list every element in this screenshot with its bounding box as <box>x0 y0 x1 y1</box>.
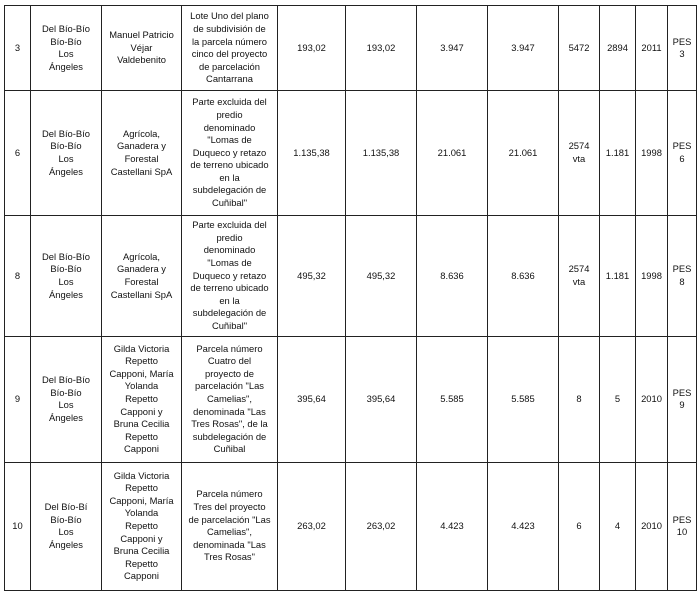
row-number: 3 <box>5 6 31 91</box>
description-cell: Parcela número Tres del proyecto de parcelación "Las Camelias", denominada "Las Tres Rosas" <box>182 462 278 590</box>
row-number: 9 <box>5 337 31 462</box>
owner-cell: Gilda Victoria Repetto Capponi, María Yolanda Repetto Capponi y Bruna Cecilia Repetto Capponi <box>102 337 182 462</box>
numero-cell: 1.181 <box>600 215 636 336</box>
year-cell: 1998 <box>636 215 668 336</box>
area-cell: 263,02 <box>278 462 346 590</box>
value-cell: 8.636 <box>488 215 559 336</box>
fojas-cell: 8 <box>559 337 600 462</box>
description-cell: Lote Uno del plano de subdivisión de la parcela número cinco del proyecto de parcelación Cantarrana <box>182 6 278 91</box>
value-cell: 4.423 <box>417 462 488 590</box>
owner-cell: Gilda Victoria Repetto Capponi, María Yolanda Repetto Capponi y Bruna Cecilia Repetto Capponi <box>102 462 182 590</box>
table-row <box>5 6 697 91</box>
numero-cell: 2894 <box>600 6 636 91</box>
property-table <box>4 5 697 591</box>
area-cell: 193,02 <box>278 6 346 91</box>
region-cell: Del Bío-Bí Bío-Bío Los Ángeles <box>31 462 102 590</box>
description-cell: Parte excluida del predio denominado "Lomas de Duqueco y retazo de terreno ubicado en la subdelegación de Cuñibal" <box>182 91 278 215</box>
code-cell: PES 3 <box>668 6 697 91</box>
value-cell: 5.585 <box>417 337 488 462</box>
table-row <box>5 91 697 215</box>
code-cell: PES 8 <box>668 215 697 336</box>
table-row <box>5 462 697 590</box>
row-number: 10 <box>5 462 31 590</box>
area-cell: 1.135,38 <box>278 91 346 215</box>
fojas-cell: 2574 vta <box>559 215 600 336</box>
value-cell: 3.947 <box>488 6 559 91</box>
fojas-cell: 6 <box>559 462 600 590</box>
code-cell: PES 9 <box>668 337 697 462</box>
row-number: 8 <box>5 215 31 336</box>
value-cell: 4.423 <box>488 462 559 590</box>
region-cell: Del Bío-Bío Bío-Bío Los Ángeles <box>31 91 102 215</box>
owner-cell: Manuel Patricio Véjar Valdebenito <box>102 6 182 91</box>
value-cell: 5.585 <box>488 337 559 462</box>
area-cell: 495,32 <box>346 215 417 336</box>
area-cell: 1.135,38 <box>346 91 417 215</box>
numero-cell: 1.181 <box>600 91 636 215</box>
fojas-cell: 5472 <box>559 6 600 91</box>
year-cell: 2011 <box>636 6 668 91</box>
region-cell: Del Bío-Bío Bío-Bío Los Ángeles <box>31 337 102 462</box>
area-cell: 263,02 <box>346 462 417 590</box>
table-row <box>5 337 697 462</box>
region-cell: Del Bío-Bío Bío-Bío Los Ángeles <box>31 6 102 91</box>
value-cell: 21.061 <box>488 91 559 215</box>
code-cell: PES 6 <box>668 91 697 215</box>
year-cell: 2010 <box>636 462 668 590</box>
owner-cell: Agrícola, Ganadera y Forestal Castellani SpA <box>102 215 182 336</box>
year-cell: 2010 <box>636 337 668 462</box>
year-cell: 1998 <box>636 91 668 215</box>
area-cell: 395,64 <box>278 337 346 462</box>
description-cell: Parcela número Cuatro del proyecto de parcelación "Las Camelias", denominada "Las Tres Rosas", de la subdelegación de Cuñibal <box>182 337 278 462</box>
numero-cell: 5 <box>600 337 636 462</box>
owner-cell: Agrícola, Ganadera y Forestal Castellani SpA <box>102 91 182 215</box>
code-cell: PES 10 <box>668 462 697 590</box>
value-cell: 3.947 <box>417 6 488 91</box>
area-cell: 495,32 <box>278 215 346 336</box>
value-cell: 21.061 <box>417 91 488 215</box>
area-cell: 193,02 <box>346 6 417 91</box>
table-row <box>5 215 697 336</box>
numero-cell: 4 <box>600 462 636 590</box>
region-cell: Del Bío-Bío Bío-Bío Los Ángeles <box>31 215 102 336</box>
value-cell: 8.636 <box>417 215 488 336</box>
row-number: 6 <box>5 91 31 215</box>
description-cell: Parte excluida del predio denominado "Lomas de Duqueco y retazo de terreno ubicado en la subdelegación de Cuñibal" <box>182 215 278 336</box>
fojas-cell: 2574 vta <box>559 91 600 215</box>
area-cell: 395,64 <box>346 337 417 462</box>
